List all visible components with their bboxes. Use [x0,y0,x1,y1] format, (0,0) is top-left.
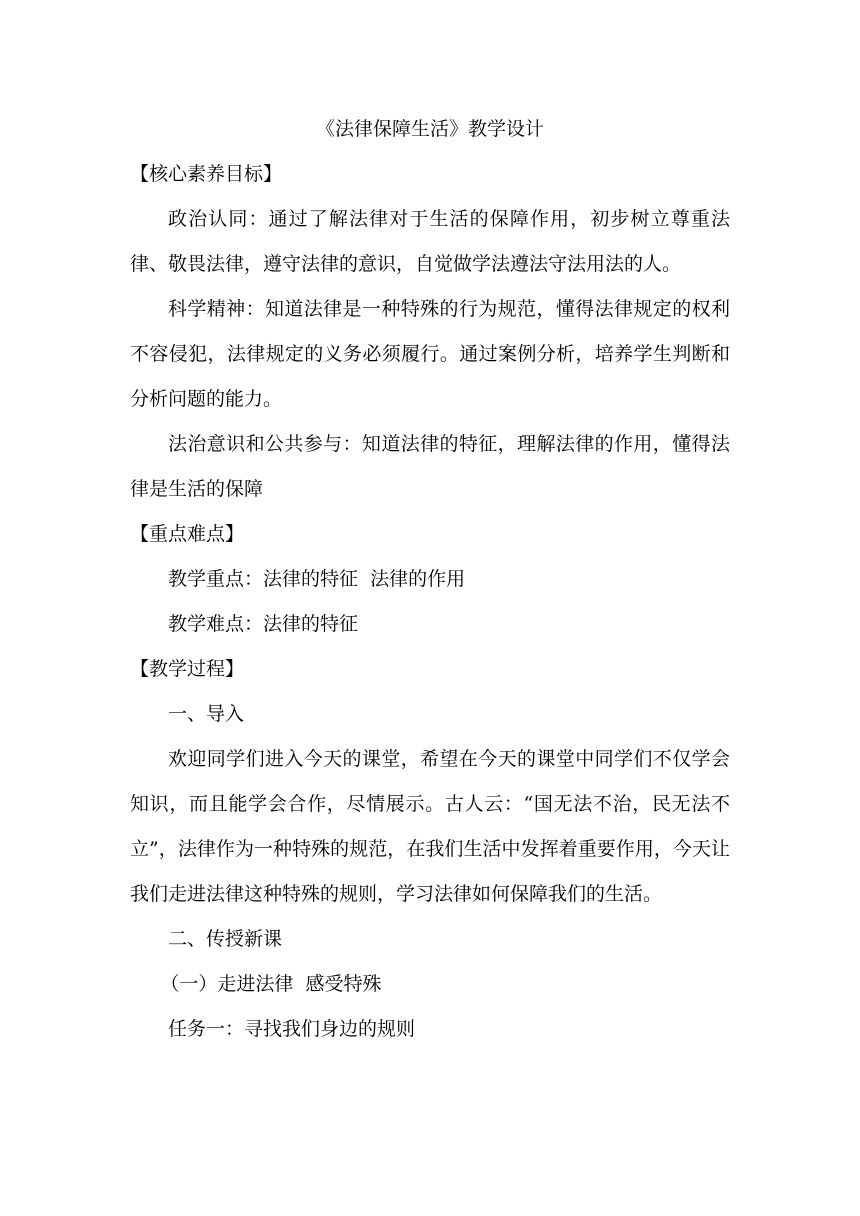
task-one: 任务一：寻找我们身边的规则 [168,1018,416,1040]
paragraph-political-identity: 政治认同：通过了解法律对于生活的保障作用，初步树立尊重法律、敬畏法律，遵守法律的意识，自觉做学法遵法守法用法的人。 [130,208,730,275]
step-introduction: 一、导入 [168,703,245,725]
teaching-focus: 教学重点：法律的特征 法律的作用 [168,568,466,590]
paragraph-introduction: 欢迎同学们进入今天的课堂，希望在今天的课堂中同学们不仅学会知识，而且能学会合作，尽情展示。古人云：“国无法不治，民无法不立”，法律作为一种特殊的规范，在我们生活中发挥着重要作用，今天让我们走进法律这种特殊的规则，学习法律如何保障我们的生活。 [130,748,730,905]
heading-core-goals: 【核心素养目标】 [130,163,283,185]
heading-key-points: 【重点难点】 [130,523,245,545]
subsection-enter-law: （一）走进法律 感受特殊 [160,973,382,995]
teaching-difficulty: 教学难点：法律的特征 [168,613,359,635]
heading-teaching-process: 【教学过程】 [130,658,245,680]
paragraph-rule-of-law: 法治意识和公共参与：知道法律的特征，理解法律的作用，懂得法律是生活的保障 [130,433,730,500]
step-new-lesson: 二、传授新课 [168,928,283,950]
document-title: 《法律保障生活》教学设计 [315,118,544,140]
document-body [130,107,730,1052]
paragraph-scientific-spirit: 科学精神：知道法律是一种特殊的行为规范，懂得法律规定的权利不容侵犯，法律规定的义务必须履行。通过案例分析，培养学生判断和分析问题的能力。 [130,298,730,410]
